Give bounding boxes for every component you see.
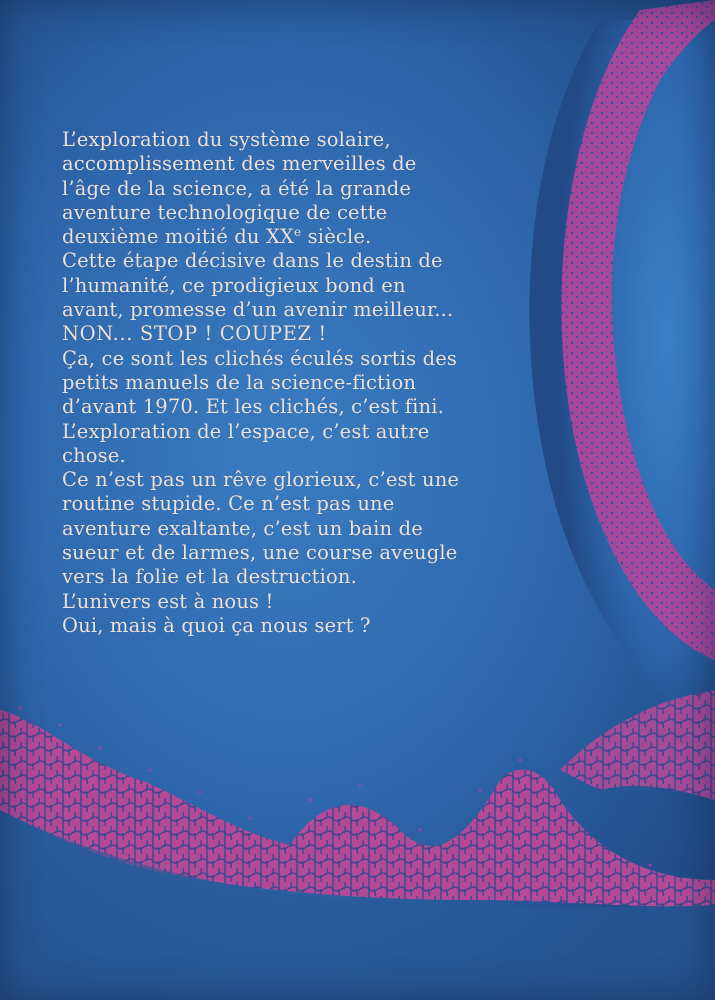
blurb-line: chose. bbox=[62, 443, 126, 467]
blurb-line: d’avant 1970. Et les clichés, c’est fini. bbox=[62, 395, 444, 419]
blurb-line: accomplissement des merveilles de bbox=[62, 152, 417, 176]
blurb-line: Cette étape décisive dans le destin de bbox=[62, 249, 443, 273]
blurb-text bbox=[62, 128, 562, 638]
blurb-line: L’exploration de l’espace, c’est autre bbox=[62, 419, 430, 443]
blurb-line: avant, promesse d’un avenir meilleur... bbox=[62, 298, 454, 322]
blurb-line: Oui, mais à quoi ça nous sert ? bbox=[62, 613, 371, 637]
blurb-line: l’âge de la science, a été la grande bbox=[62, 176, 412, 200]
blurb-line: Ce n’est pas un rêve glorieux, c’est une bbox=[62, 468, 460, 492]
blurb-line: vers la folie et la destruction. bbox=[62, 565, 357, 589]
blurb-line: sueur et de larmes, une course aveugle bbox=[62, 541, 458, 565]
superscript-e: e bbox=[294, 225, 302, 240]
blurb-line: petits manuels de la science-fiction bbox=[62, 370, 417, 394]
blurb-line: aventure technologique de cette bbox=[62, 200, 388, 224]
blurb-line-century: deuxième moitié du XXe siècle. bbox=[62, 225, 372, 249]
blurb-line: aventure exaltante, c’est un bain de bbox=[62, 516, 423, 540]
crater-ridge-right bbox=[560, 690, 715, 800]
blurb-line: l’humanité, ce prodigieux bond en bbox=[62, 273, 406, 297]
blurb-line: L’exploration du système solaire, bbox=[62, 128, 391, 151]
blurb-line: routine stupide. Ce n’est pas une bbox=[62, 492, 395, 516]
blurb-line-stop: NON... STOP ! COUPEZ ! bbox=[62, 322, 327, 346]
blurb-line: L’univers est à nous ! bbox=[62, 589, 274, 613]
blurb-line: Ça, ce sont les clichés éculés sortis des bbox=[62, 346, 458, 370]
